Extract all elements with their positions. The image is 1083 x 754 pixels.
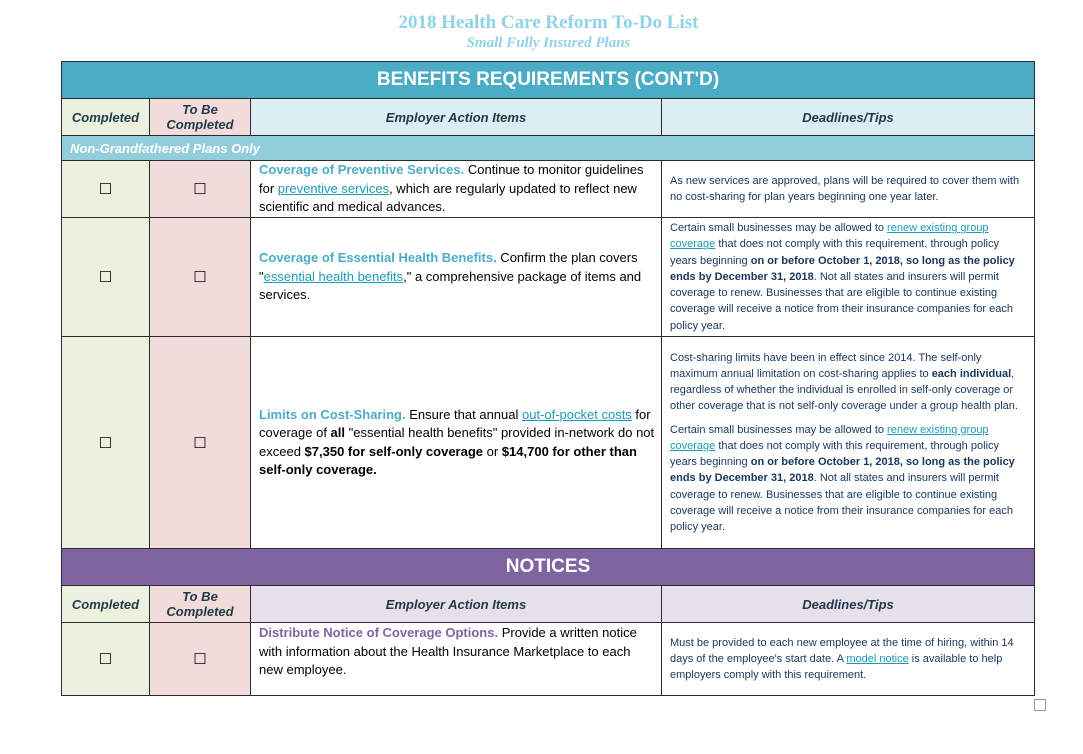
to-be-completed-checkbox[interactable] bbox=[150, 218, 251, 337]
table-row bbox=[62, 218, 1035, 337]
ballot-box-icon: ☐ bbox=[98, 651, 113, 668]
notices-header-row bbox=[62, 586, 1035, 623]
action-item: Coverage of Essential Health Benefits. Confirm the plan covers "essential health benefits," a comprehensive package of items and services. bbox=[251, 218, 662, 337]
completed-checkbox[interactable] bbox=[62, 218, 150, 337]
table-row bbox=[62, 161, 1035, 218]
document-title: 2018 Health Care Reform To-Do List bbox=[398, 12, 699, 33]
ballot-box-icon: ☐ bbox=[193, 181, 207, 198]
deadline-tip: Must be provided to each new employee at the time of hiring, within 14 days of the employee's start date. A model notice is available to help employers comply with this requirement. bbox=[662, 623, 1035, 696]
deadline-tip: Cost-sharing limits have been in effect since 2014. The self-only maximum annual limitation on cost-sharing applies to each individual, regardless of whether the individual is enrolled in self-only coverage or other coverage that is not self-only coverage under a group health plan. Certain small businesses may be allowed to renew existing group coverage that does not comply with this requirement, through policy years beginning on or before October 1, 2018, so long as the policy ends by December 31, 2018. Not all states and insurers will permit coverage to renew. Businesses that are eligible to continue existing coverage will receive a notice from their insurance companies for each policy year. bbox=[662, 337, 1035, 549]
action-item: Limits on Cost-Sharing. Ensure that annual out-of-pocket costs for coverage of all "essential health benefits" provided in-network do not exceed $7,350 for self-only coverage or $14,700 for other than self-only coverage. bbox=[251, 337, 662, 549]
deadline-tip: As new services are approved, plans will be required to cover them with no cost-sharing for plan years beginning one year later. bbox=[662, 161, 1035, 218]
preventive-services-link[interactable]: preventive services bbox=[277, 180, 390, 196]
benefits-header-row bbox=[62, 99, 1035, 136]
renew-existing-group-coverage-link[interactable]: renew existing group coverage bbox=[670, 423, 989, 452]
ballot-box-icon: ☐ bbox=[193, 651, 207, 668]
notices-section-heading: NOTICES bbox=[62, 549, 1035, 586]
action-item: Coverage of Preventive Services. Continue to monitor guidelines for preventive services, which are regularly updated to reflect new scientific and medical advances. bbox=[251, 161, 662, 218]
tips-column-header: Deadlines/Tips bbox=[662, 586, 1035, 623]
completed-checkbox[interactable] bbox=[62, 623, 150, 696]
action-item: Distribute Notice of Coverage Options. Provide a written notice with information about the Health Insurance Marketplace to each new employee. bbox=[251, 623, 662, 696]
renew-existing-group-coverage-link[interactable]: renew existing group coverage bbox=[670, 222, 989, 251]
ballot-box-icon: ☐ bbox=[98, 434, 113, 452]
tips-column-header: Deadlines/Tips bbox=[662, 99, 1035, 136]
benefits-section-heading: BENEFITS REQUIREMENTS (CONT'D) bbox=[62, 62, 1035, 99]
essential-health-benefits-link[interactable]: essential health benefits bbox=[263, 268, 404, 284]
to-be-completed-checkbox[interactable] bbox=[150, 623, 251, 696]
todo-table bbox=[61, 61, 1035, 696]
document-subtitle: Small Fully Insured Plans bbox=[466, 35, 631, 51]
action-items-column-header: Employer Action Items bbox=[251, 99, 662, 136]
out-of-pocket-costs-link[interactable]: out-of-pocket costs bbox=[521, 406, 632, 422]
action-item-title: Limits on Cost-Sharing. bbox=[259, 406, 406, 422]
action-item-title: Distribute Notice of Coverage Options. bbox=[259, 625, 499, 640]
to-be-completed-column-header: To Be Completed bbox=[150, 586, 251, 623]
completed-checkbox[interactable] bbox=[62, 161, 150, 218]
action-item-title: Coverage of Preventive Services. bbox=[259, 162, 465, 178]
to-be-completed-checkbox[interactable] bbox=[150, 337, 251, 549]
model-notice-link[interactable]: model notice bbox=[846, 652, 909, 665]
subsection-heading: Non-Grandfathered Plans Only bbox=[62, 136, 1035, 161]
action-item-title: Coverage of Essential Health Benefits. bbox=[259, 250, 497, 266]
ballot-box-icon: ☐ bbox=[193, 269, 207, 286]
ballot-box-icon: ☐ bbox=[193, 434, 207, 452]
deadline-tip: Certain small businesses may be allowed to renew existing group coverage that does not comply with this requirement, through policy years beginning on or before October 1, 2018, so long as the policy ends by December 31, 2018. Not all states and insurers will permit coverage to renew. Businesses that are eligible to continue existing coverage will receive a notice from their insurance companies for each policy year. bbox=[662, 218, 1035, 337]
completed-checkbox[interactable] bbox=[62, 337, 150, 549]
completed-column-header: Completed bbox=[62, 586, 150, 623]
table-row bbox=[62, 337, 1035, 549]
completed-column-header: Completed bbox=[62, 99, 150, 136]
table-row bbox=[62, 623, 1035, 696]
action-items-column-header: Employer Action Items bbox=[251, 586, 662, 623]
ballot-box-icon: ☐ bbox=[98, 181, 113, 198]
to-be-completed-column-header: To Be Completed bbox=[150, 99, 251, 136]
ballot-box-icon: ☐ bbox=[98, 269, 113, 286]
table-resize-handle[interactable] bbox=[1034, 699, 1046, 711]
to-be-completed-checkbox[interactable] bbox=[150, 161, 251, 218]
